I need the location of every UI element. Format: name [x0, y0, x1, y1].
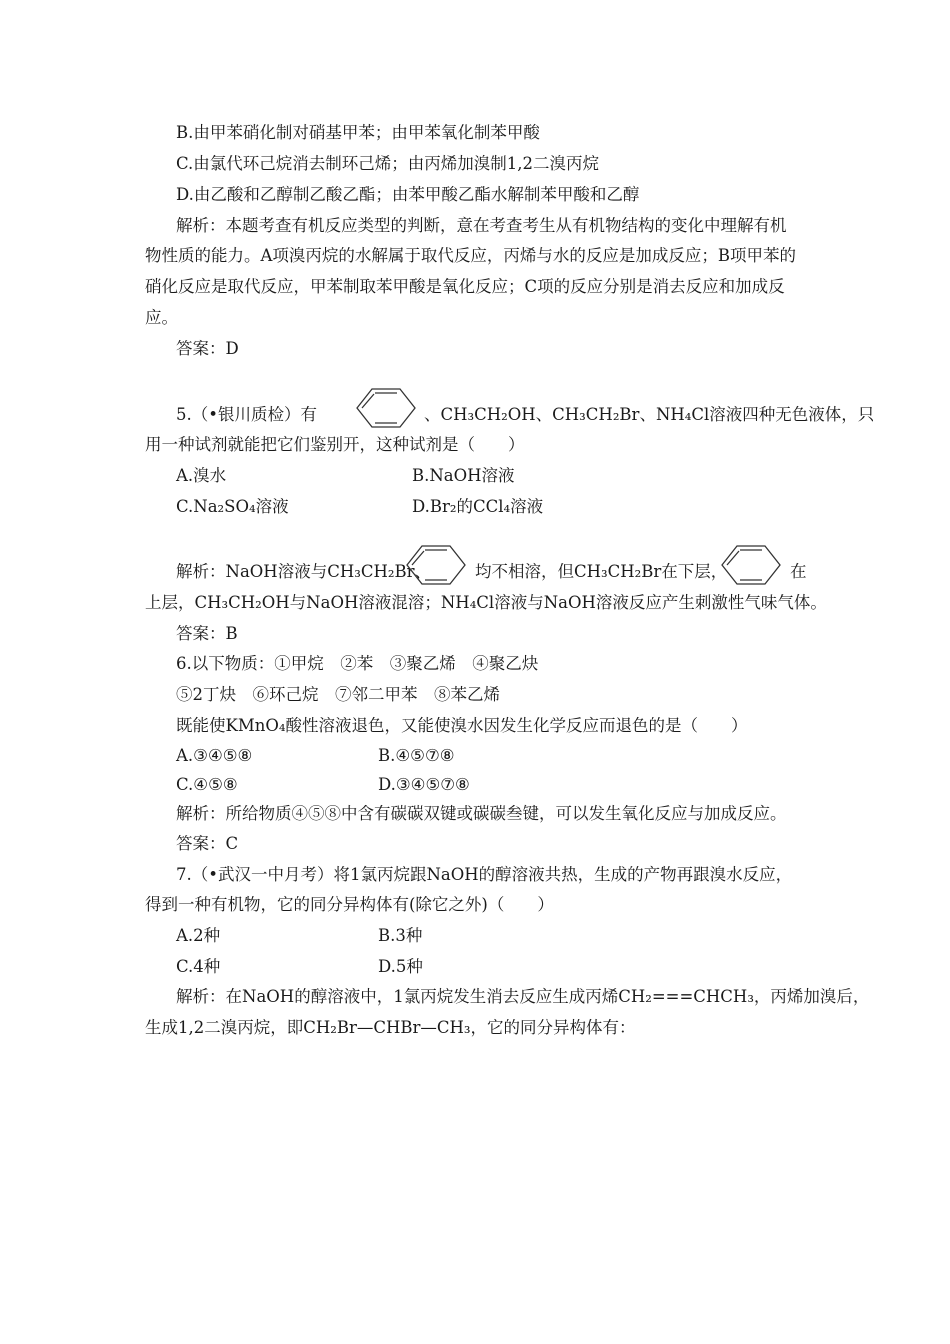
q4-option-d: D.由乙酸和乙醇制乙酸乙酯；由苯甲酸乙酯水解制苯甲酸和乙醇 — [176, 185, 640, 204]
q5-analysis-end: 在 — [790, 562, 807, 581]
q6-stem-line-1: 6.以下物质：①甲烷 ②苯 ③聚乙烯 ④聚乙炔 — [176, 654, 539, 673]
q4-analysis-line-4: 应。 — [145, 308, 178, 327]
q4-option-b: B.由甲苯硝化制对硝基甲苯；由甲苯氧化制苯甲酸 — [176, 123, 540, 142]
q7-stem-line-1: 7.（•武汉一中月考）将1氯丙烷跟NaOH的醇溶液共热，生成的产物再跟溴水反应， — [176, 865, 793, 884]
q4-analysis-line-3: 硝化反应是取代反应，甲苯制取苯甲酸是氧化反应；C项的反应分别是消去反应和加成反 — [145, 277, 785, 296]
q5-answer: 答案：B — [176, 624, 238, 643]
q7-stem-line-2: 得到一种有机物，它的同分异构体有(除它之外)（ ） — [145, 895, 554, 914]
q6-stem-line-2: ⑤2丁炔 ⑥环己烷 ⑦邻二甲苯 ⑧苯乙烯 — [176, 685, 500, 704]
q4-analysis-line-1: 解析：本题考查有机反应类型的判断，意在考查考生从有机物结构的变化中理解有机 — [176, 216, 787, 235]
q6-option-c: C.④⑤⑧ — [176, 775, 238, 794]
q6-option-a: A.③④⑤⑧ — [176, 746, 253, 765]
q5-option-c: C.Na₂SO₄溶液 — [176, 497, 289, 516]
q7-analysis-line-1: 解析：在NaOH的醇溶液中，1氯丙烷发生消去反应生成丙烯CH₂===CHCH₃，丙烯加溴后， — [176, 987, 870, 1006]
q7-analysis-line-2: 生成1,2二溴丙烷，即CH₂Br—CHBr—CH₃，它的同分异构体有： — [145, 1018, 636, 1037]
q5-stem-start: 5.（•银川质检）有 — [176, 405, 317, 424]
benzene-structure-icon — [403, 543, 469, 587]
q5-analysis-middle: 均不相溶，但CH₃CH₂Br在下层， — [475, 562, 728, 581]
benzene-structure-icon — [718, 543, 784, 587]
q5-option-d: D.Br₂的CCl₄溶液 — [412, 497, 544, 516]
q7-option-a: A.2种 — [176, 926, 221, 945]
q4-answer: 答案：D — [176, 339, 239, 358]
q5-analysis-start: 解析：NaOH溶液与CH₃CH₂Br、 — [176, 562, 431, 581]
q6-option-d: D.③④⑤⑦⑧ — [378, 775, 470, 794]
q4-option-c: C.由氯代环己烷消去制环己烯；由丙烯加溴制1,2二溴丙烷 — [176, 154, 600, 173]
q7-option-d: D.5种 — [378, 957, 423, 976]
q6-answer: 答案：C — [176, 834, 239, 853]
q5-option-b: B.NaOH溶液 — [412, 466, 515, 485]
benzene-structure-icon — [353, 386, 419, 430]
q5-stem-rest: 、CH₃CH₂OH、CH₃CH₂Br、NH₄Cl溶液四种无色液体，只 — [424, 405, 875, 424]
q5-analysis-line-2: 上层，CH₃CH₂OH与NaOH溶液混溶；NH₄Cl溶液与NaOH溶液反应产生刺激性气味气体。 — [145, 593, 827, 612]
q7-option-c: C.4种 — [176, 957, 221, 976]
q4-analysis-line-2: 物性质的能力。A项溴丙烷的水解属于取代反应，丙烯与水的反应是加成反应；B项甲苯的 — [145, 246, 797, 265]
q6-stem-line-3: 既能使KMnO₄酸性溶液退色，又能使溴水因发生化学反应而退色的是（ ） — [176, 716, 748, 735]
q5-stem-line-2: 用一种试剂就能把它们鉴别开，这种试剂是（ ） — [145, 435, 525, 454]
q7-option-b: B.3种 — [378, 926, 423, 945]
q6-option-b: B.④⑤⑦⑧ — [378, 746, 455, 765]
q5-option-a: A.溴水 — [176, 466, 227, 485]
q6-analysis: 解析：所给物质④⑤⑧中含有碳碳双键或碳碳叁键，可以发生氧化反应与加成反应。 — [176, 804, 787, 823]
